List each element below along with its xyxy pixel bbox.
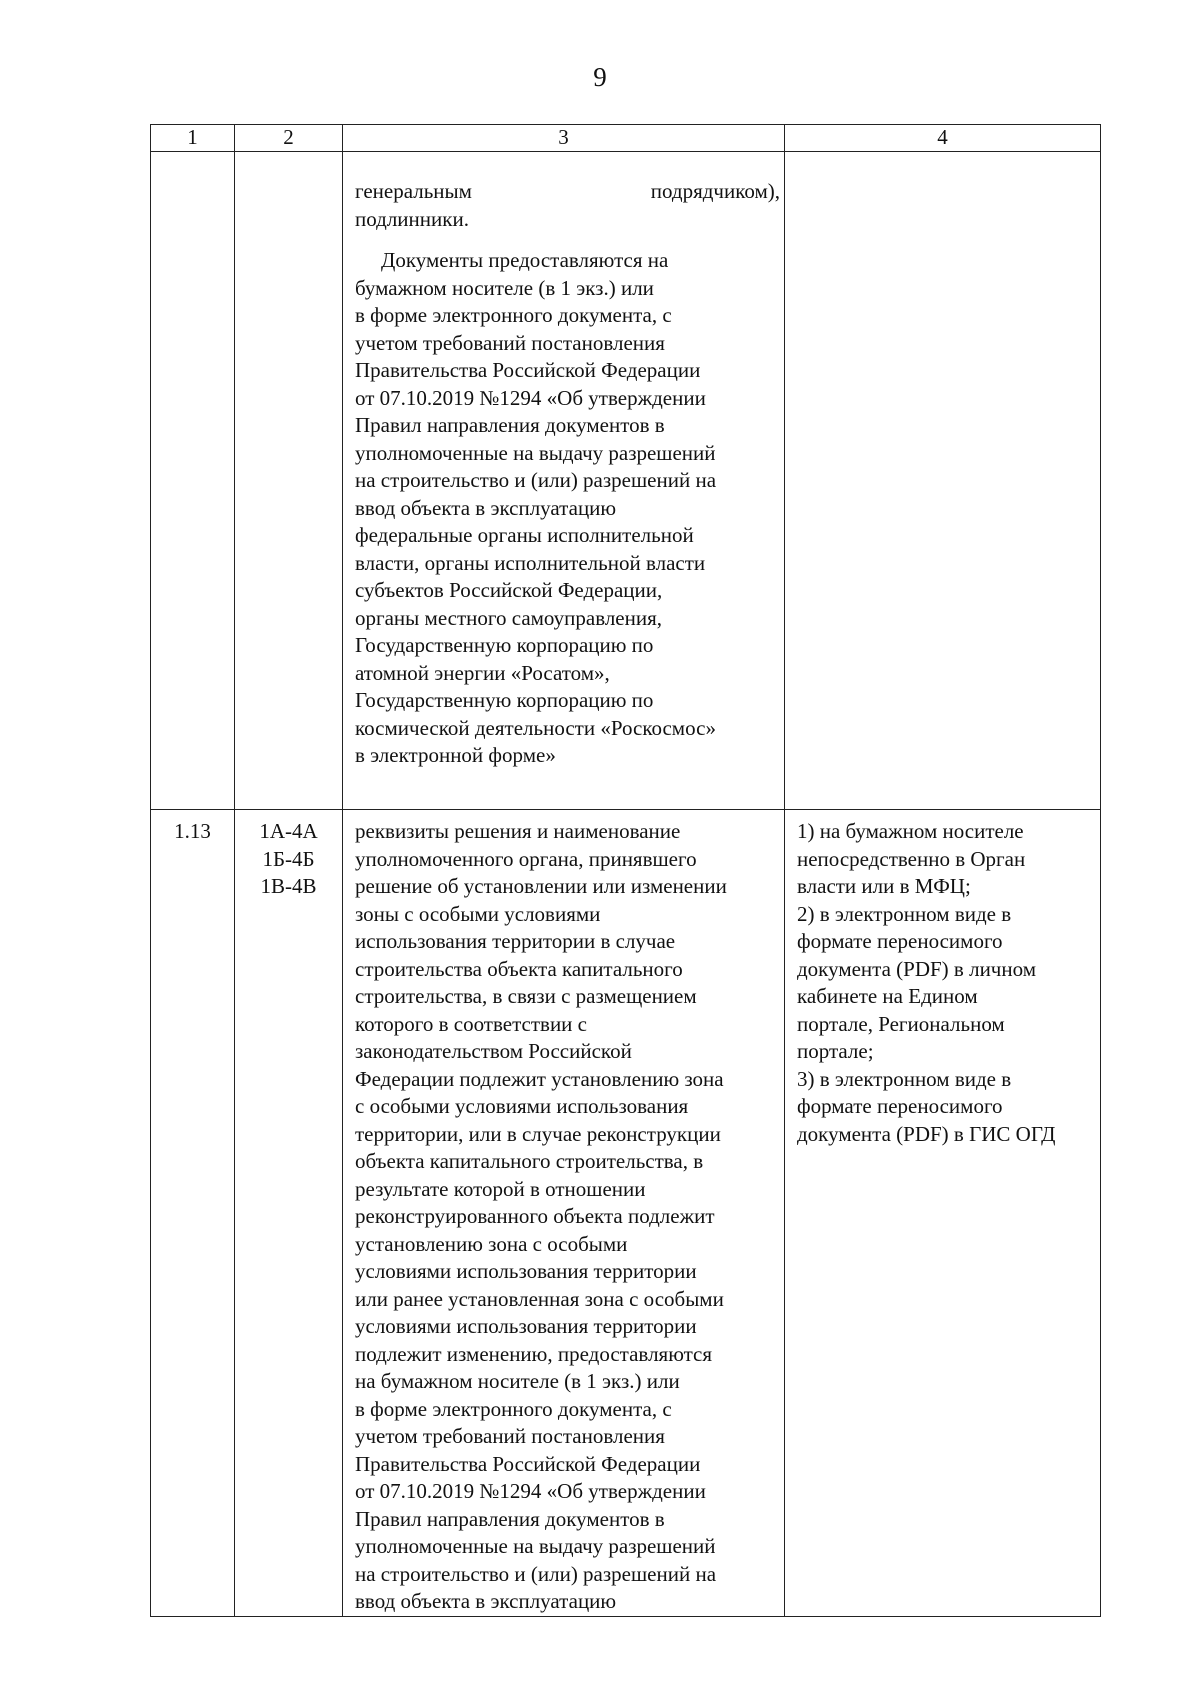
- text-line: подлинники.: [355, 206, 469, 231]
- table-header-row: [151, 125, 1101, 152]
- row2-source-cell: [785, 810, 1101, 1617]
- text-line: объекта капитального строительства, в: [355, 1149, 704, 1173]
- text-line: непосредственно в Орган: [797, 846, 1026, 871]
- text-line: власти или в МФЦ;: [797, 874, 971, 898]
- text-line: которого в соответствии с: [355, 1011, 587, 1036]
- table-row: [151, 810, 1101, 1617]
- row2-code-cell: [235, 810, 343, 1617]
- text-line: портале;: [797, 1039, 874, 1063]
- row2-description-cell: [343, 810, 785, 1617]
- text-line: реконструированного объекта подлежит: [355, 1204, 715, 1228]
- text-line: строительства, в связи с размещением: [355, 984, 697, 1008]
- row2-code: 1В-4В: [260, 874, 317, 898]
- text-line: результате которой в отношении: [355, 1176, 646, 1201]
- text-line: установлению зона с особыми: [355, 1231, 628, 1256]
- text-line: учетом требований постановления: [355, 1424, 665, 1448]
- text-line: формате переносимого: [797, 929, 1003, 953]
- text-line: атомной энергии «Росатом»,: [355, 660, 610, 685]
- row1-code-cell: [235, 152, 343, 810]
- text-line: Правил направления документов в: [355, 1506, 665, 1531]
- text-line: 3) в электронном виде в: [797, 1066, 1012, 1091]
- text-line: территории, или в случае реконструкции: [355, 1121, 721, 1146]
- row1-first-line-left: генеральным: [355, 179, 472, 203]
- text-line: условиями использования территории: [355, 1314, 697, 1338]
- text-line: Документы предоставляются на: [381, 248, 669, 272]
- text-line: уполномоченные на выдачу разрешений: [355, 440, 716, 465]
- text-line: зоны с особыми условиями: [355, 901, 601, 926]
- text-line: условиями использования территории: [355, 1259, 697, 1283]
- text-line: портале, Региональном: [797, 1011, 1005, 1036]
- row1-description-cell: [343, 152, 785, 810]
- row2-code: 1А-4А: [259, 819, 318, 843]
- text-line: на строительство и (или) разрешений на: [355, 1561, 717, 1586]
- text-line: законодательством Российской: [355, 1039, 632, 1063]
- row1-first-line: [355, 178, 780, 206]
- row1-paragraph: [355, 247, 780, 770]
- table-row: [151, 152, 1101, 810]
- text-line: субъектов Российской Федерации,: [355, 578, 663, 602]
- text-line: в форме электронного документа, с: [355, 1396, 672, 1421]
- text-line: власти, органы исполнительной власти: [355, 550, 706, 575]
- text-line: 2) в электронном виде в: [797, 901, 1012, 926]
- text-line: с особыми условиями использования: [355, 1094, 689, 1118]
- text-line: Государственную корпорацию по: [355, 688, 654, 712]
- text-line: уполномоченного органа, принявшего: [355, 846, 697, 871]
- text-line: уполномоченные на выдачу разрешений: [355, 1534, 716, 1558]
- text-line: 1) на бумажном носителе: [797, 819, 1024, 843]
- text-line: от 07.10.2019 №1294 «Об утверждении: [355, 1479, 706, 1503]
- text-line: от 07.10.2019 №1294 «Об утверждении: [355, 385, 706, 410]
- text-line: на строительство и (или) разрешений на: [355, 468, 717, 492]
- text-line: использования территории в случае: [355, 929, 676, 953]
- page-number: 9: [593, 62, 607, 92]
- text-line: реквизиты решения и наименование: [355, 819, 681, 843]
- column-header-2: 2: [235, 125, 343, 152]
- text-line: ввод объекта в эксплуатацию: [355, 495, 617, 520]
- text-line: строительства объекта капитального: [355, 956, 683, 981]
- row1-text-lines: [355, 206, 780, 234]
- row1-number-cell: [151, 152, 235, 810]
- text-line: Правил направления документов в: [355, 413, 665, 437]
- text-line: кабинете на Едином: [797, 984, 978, 1008]
- text-line: бумажном носителе (в 1 экз.) или: [355, 275, 654, 300]
- text-line: на бумажном носителе (в 1 экз.) или: [355, 1369, 680, 1393]
- text-line: Государственную корпорацию по: [355, 633, 654, 657]
- text-line: ввод объекта в эксплуатацию: [355, 1589, 617, 1613]
- text-line: Федерации подлежит установлению зона: [355, 1066, 724, 1091]
- column-header-4: 4: [785, 125, 1101, 152]
- text-line: в электронной форме»: [355, 743, 556, 767]
- row1-first-line-right: подрядчиком),: [650, 179, 780, 203]
- text-line: документа (PDF) в ГИС ОГД: [797, 1121, 1056, 1146]
- text-line: в форме электронного документа, с: [355, 303, 672, 327]
- text-line: или ранее установленная зона с особыми: [355, 1286, 724, 1311]
- text-line: подлежит изменению, предоставляются: [355, 1341, 713, 1366]
- text-line: Правительства Российской Федерации: [355, 1451, 701, 1476]
- document-table: [150, 124, 1101, 1617]
- text-line: учетом требований постановления: [355, 330, 665, 355]
- text-line: формате переносимого: [797, 1094, 1003, 1118]
- text-line: космической деятельности «Роскосмос»: [355, 715, 716, 740]
- column-header-1: 1: [151, 125, 235, 152]
- text-line: органы местного самоуправления,: [355, 605, 663, 630]
- row1-source-cell: [785, 152, 1101, 810]
- column-header-3: 3: [343, 125, 785, 152]
- text-line: Правительства Российской Федерации: [355, 358, 701, 382]
- text-line: решение об установлении или изменении: [355, 874, 727, 898]
- row2-code: 1Б-4Б: [262, 846, 315, 871]
- row2-number-cell: 1.13: [151, 810, 235, 1617]
- text-line: документа (PDF) в личном: [797, 956, 1036, 981]
- text-line: федеральные органы исполнительной: [355, 523, 694, 547]
